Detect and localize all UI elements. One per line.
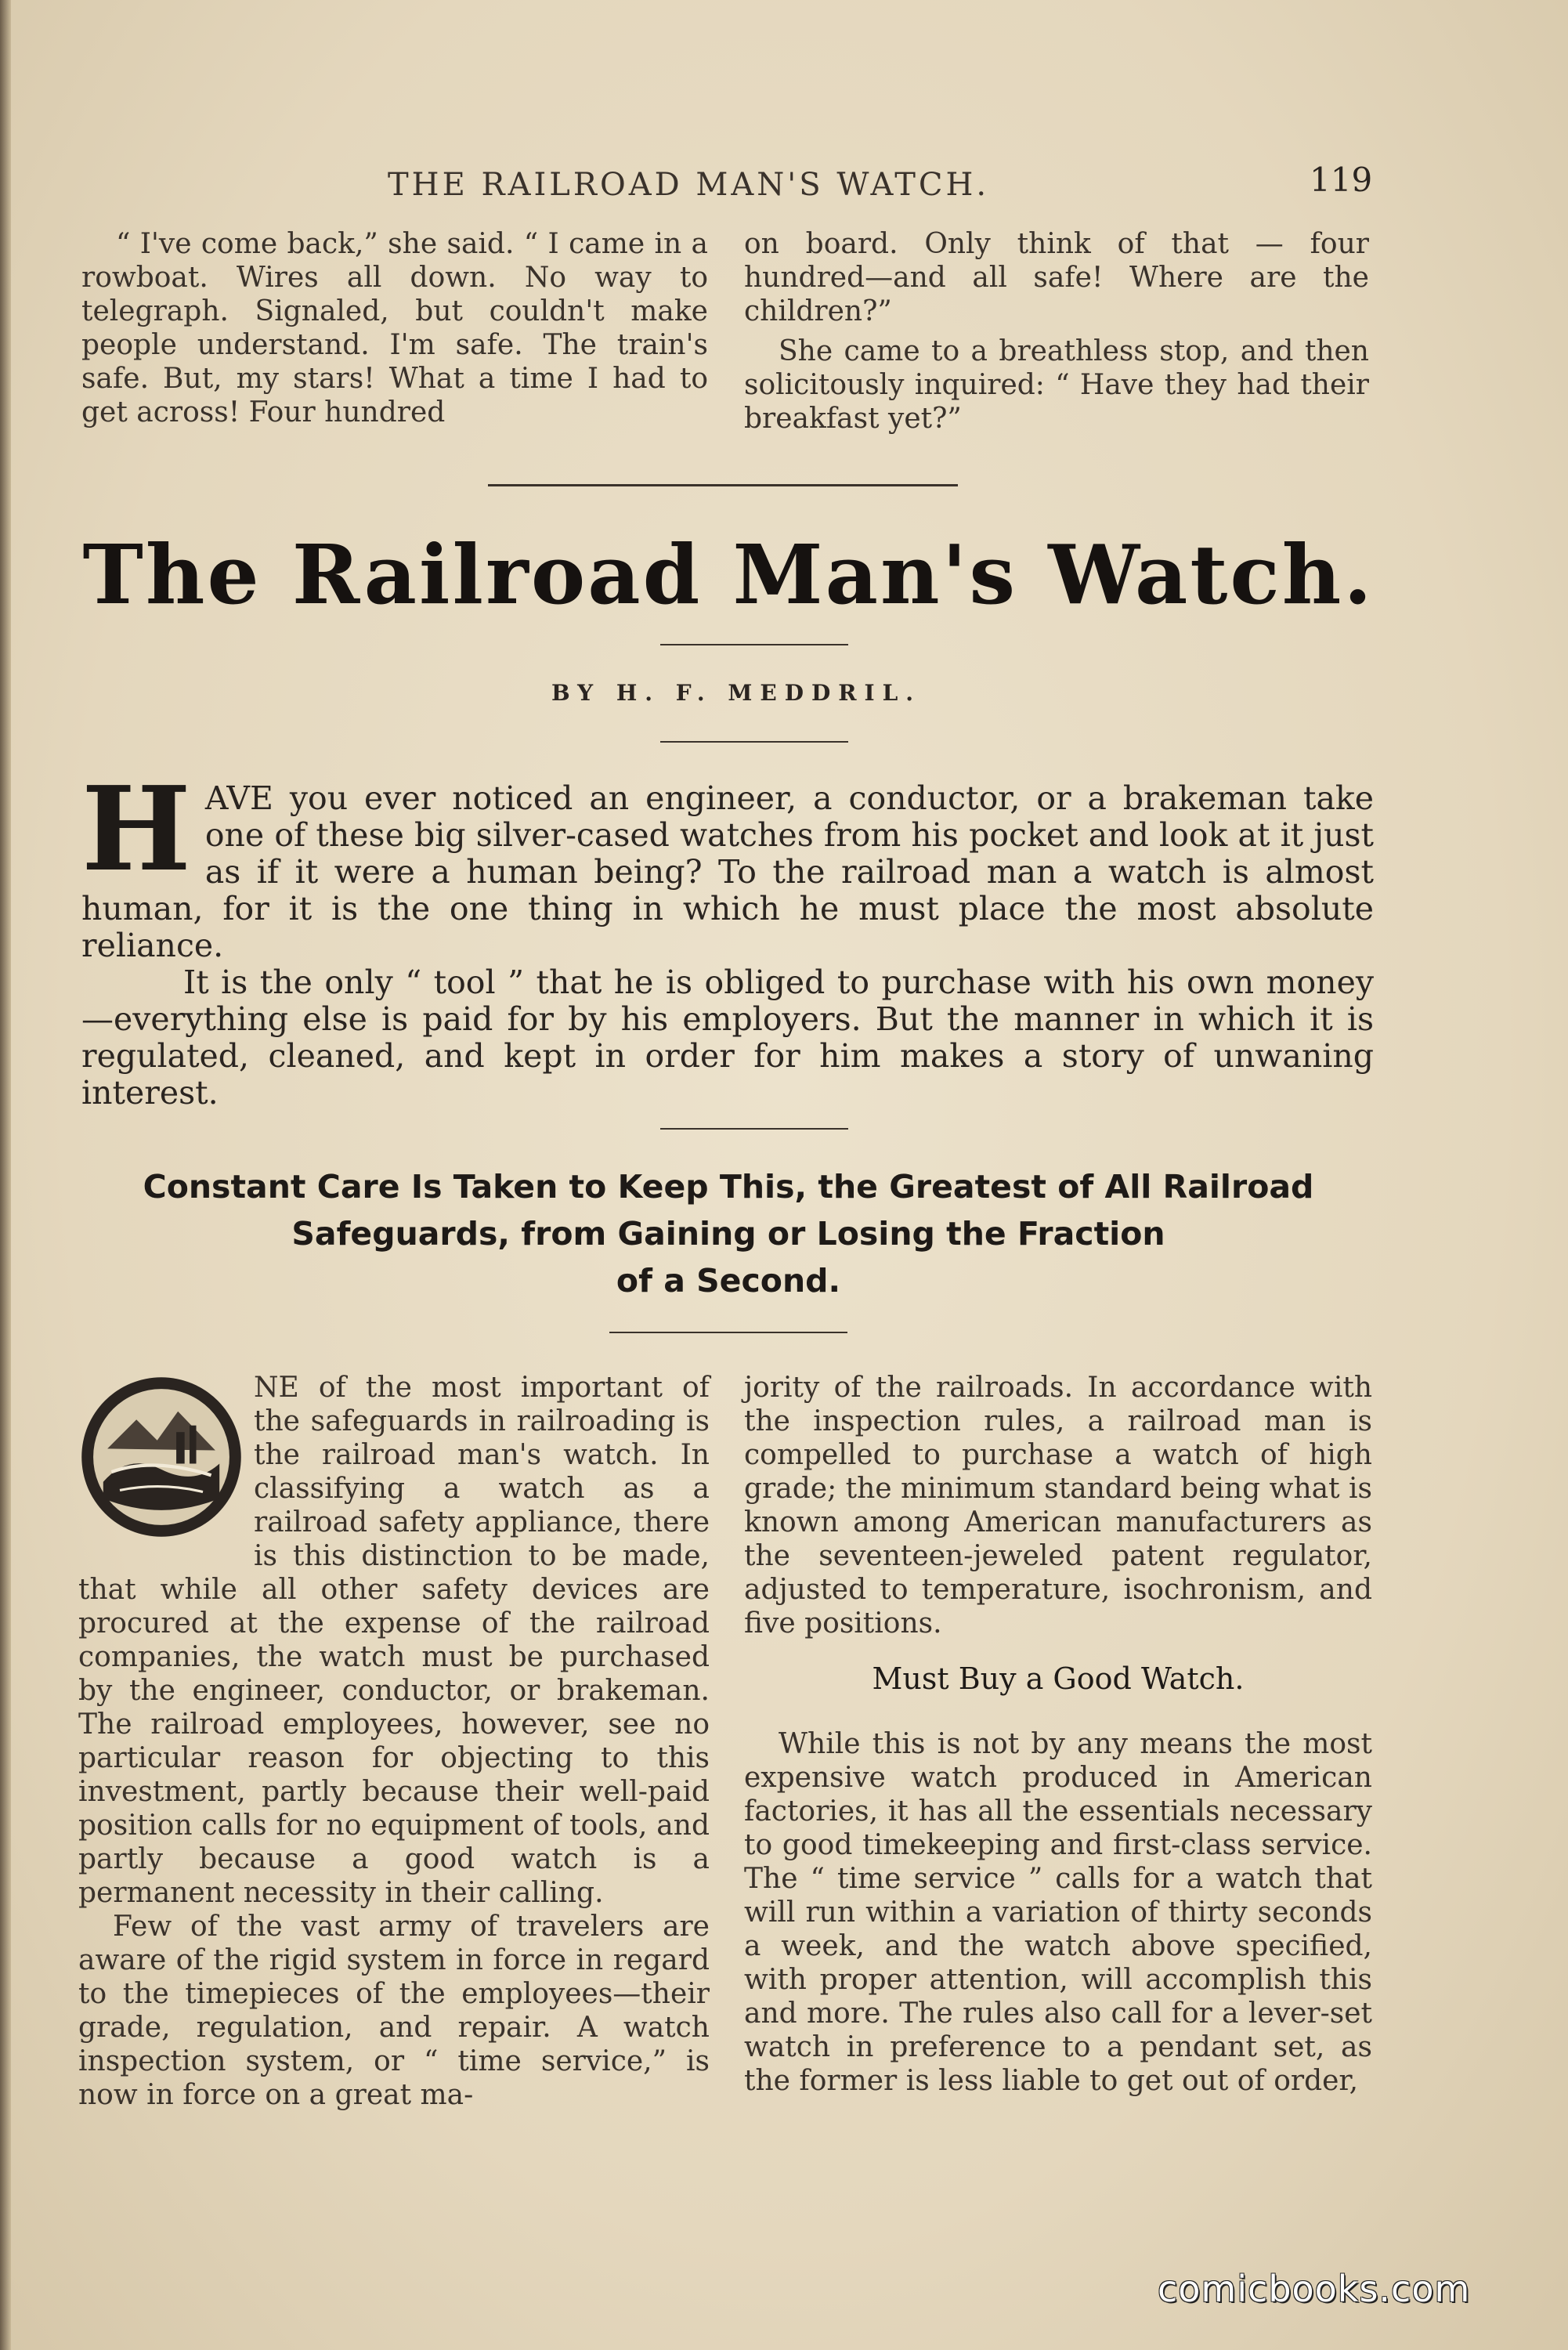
- page-number: 119: [1310, 161, 1373, 199]
- body-right-paragraph-2: While this is not by any means the most expensive watch produced in American factories, it has all the essentials necessary to good timekeeping and first-class service. The “ time service ” calls for a watch that will run within a variation of thirty seconds a week, and the watch above specified, with proper attention, will accomplish this and more. The rules also call for a lever-set watch in preference to a pendant set, as the former is less liable to get out of order,: [744, 1728, 1372, 2097]
- story-separator-rule: [488, 484, 958, 486]
- vignette-ornament-icon: [78, 1374, 244, 1540]
- prev-story-left-text: “ I've come back,” she said. “ I came in a rowboat. Wires all down. No way to telegraph. Signaled, but couldn't make people understand. I'm safe. The train's safe. But, my stars! What a time I had to get across! Four hundred: [81, 228, 708, 428]
- intro-paragraph-1: [81, 761, 1374, 964]
- body-left-paragraph-1: NE of the most important of the safeguards in railroading is the railroad man's watch. In classifying a watch as a railroad safety appliance, there is this distinction to be made, that while all other safety devices are procured at the expense of the railroad companies, the watch must be purchased by the engineer, conductor, or brakeman. The railroad employees, however, see no particular reason for objecting to this investment, partly because their well-paid position calls for no equipment of tools, and partly because a good watch is a permanent necessity in their calling.: [78, 1372, 710, 1909]
- intro-rule: [660, 1128, 848, 1130]
- body-left-column: [78, 1371, 710, 2112]
- subhead-line-2: Safeguards, from Gaining or Losing the Fraction: [291, 1215, 1165, 1253]
- subhead-line-3: of a Second.: [616, 1262, 841, 1300]
- prev-story-left-column: [81, 227, 708, 429]
- subhead-rule: [609, 1332, 847, 1333]
- intro-paragraph-1-text: AVE you ever noticed an engineer, a conductor, or a brakeman take one of these big silver-cased watches from his pocket and look at it just as if it were a human being? To the railroad man a watch is almost human, for it is the one thing in which he must place the most absolute reliance.: [81, 779, 1374, 964]
- running-title: THE RAILROAD MAN'S WATCH.: [388, 167, 990, 203]
- prev-story-right-paragraph-2: She came to a breathless stop, and then solicitously inquired: “ Have they had their breakfast yet?”: [744, 335, 1369, 435]
- article-subhead: [78, 1163, 1378, 1304]
- section-heading: Must Buy a Good Watch.: [872, 1661, 1245, 1696]
- article-byline: BY H. F. MEDDRIL.: [551, 680, 922, 706]
- source-watermark: comicbooks.com: [1158, 2268, 1471, 2310]
- subhead-line-1: Constant Care Is Taken to Keep This, the Greatest of All Railroad: [143, 1168, 1314, 1206]
- page-spine-edge: [0, 0, 11, 2350]
- title-rule: [660, 644, 848, 645]
- prev-story-right-column: [744, 227, 1369, 436]
- article-title: The Railroad Man's Watch.: [82, 526, 1375, 623]
- intro-paragraph-2: It is the only “ tool ” that he is obliged to purchase with his own money—everything else is paid for by his employers. But the manner in which it is regulated, cleaned, and kept in order for him makes a story of unwaning interest.: [81, 964, 1374, 1112]
- running-head: [0, 161, 1568, 208]
- article-intro: [81, 761, 1374, 1112]
- prev-story-right-paragraph-1: on board. Only think of that — four hundred—and all safe! Where are the children?”: [744, 228, 1369, 327]
- body-left-paragraph-2: Few of the vast army of travelers are aware of the rigid system in force in regard to the timepieces of the employees—their grade, regulation, and repair. A watch inspection system, or “ time service,” is now in force on a great ma-: [78, 1911, 710, 2111]
- byline-rule: [660, 741, 848, 743]
- body-right-column: [744, 1371, 1372, 2098]
- intro-drop-cap: H: [81, 761, 191, 897]
- body-right-paragraph-1: jority of the railroads. In accordance with the inspection rules, a railroad man is compelled to purchase a watch of high grade; the minimum standard being what is known among American manufacturers as the seventeen-jeweled patent regulator, adjusted to temperature, isochronism, and five positions.: [744, 1372, 1372, 1640]
